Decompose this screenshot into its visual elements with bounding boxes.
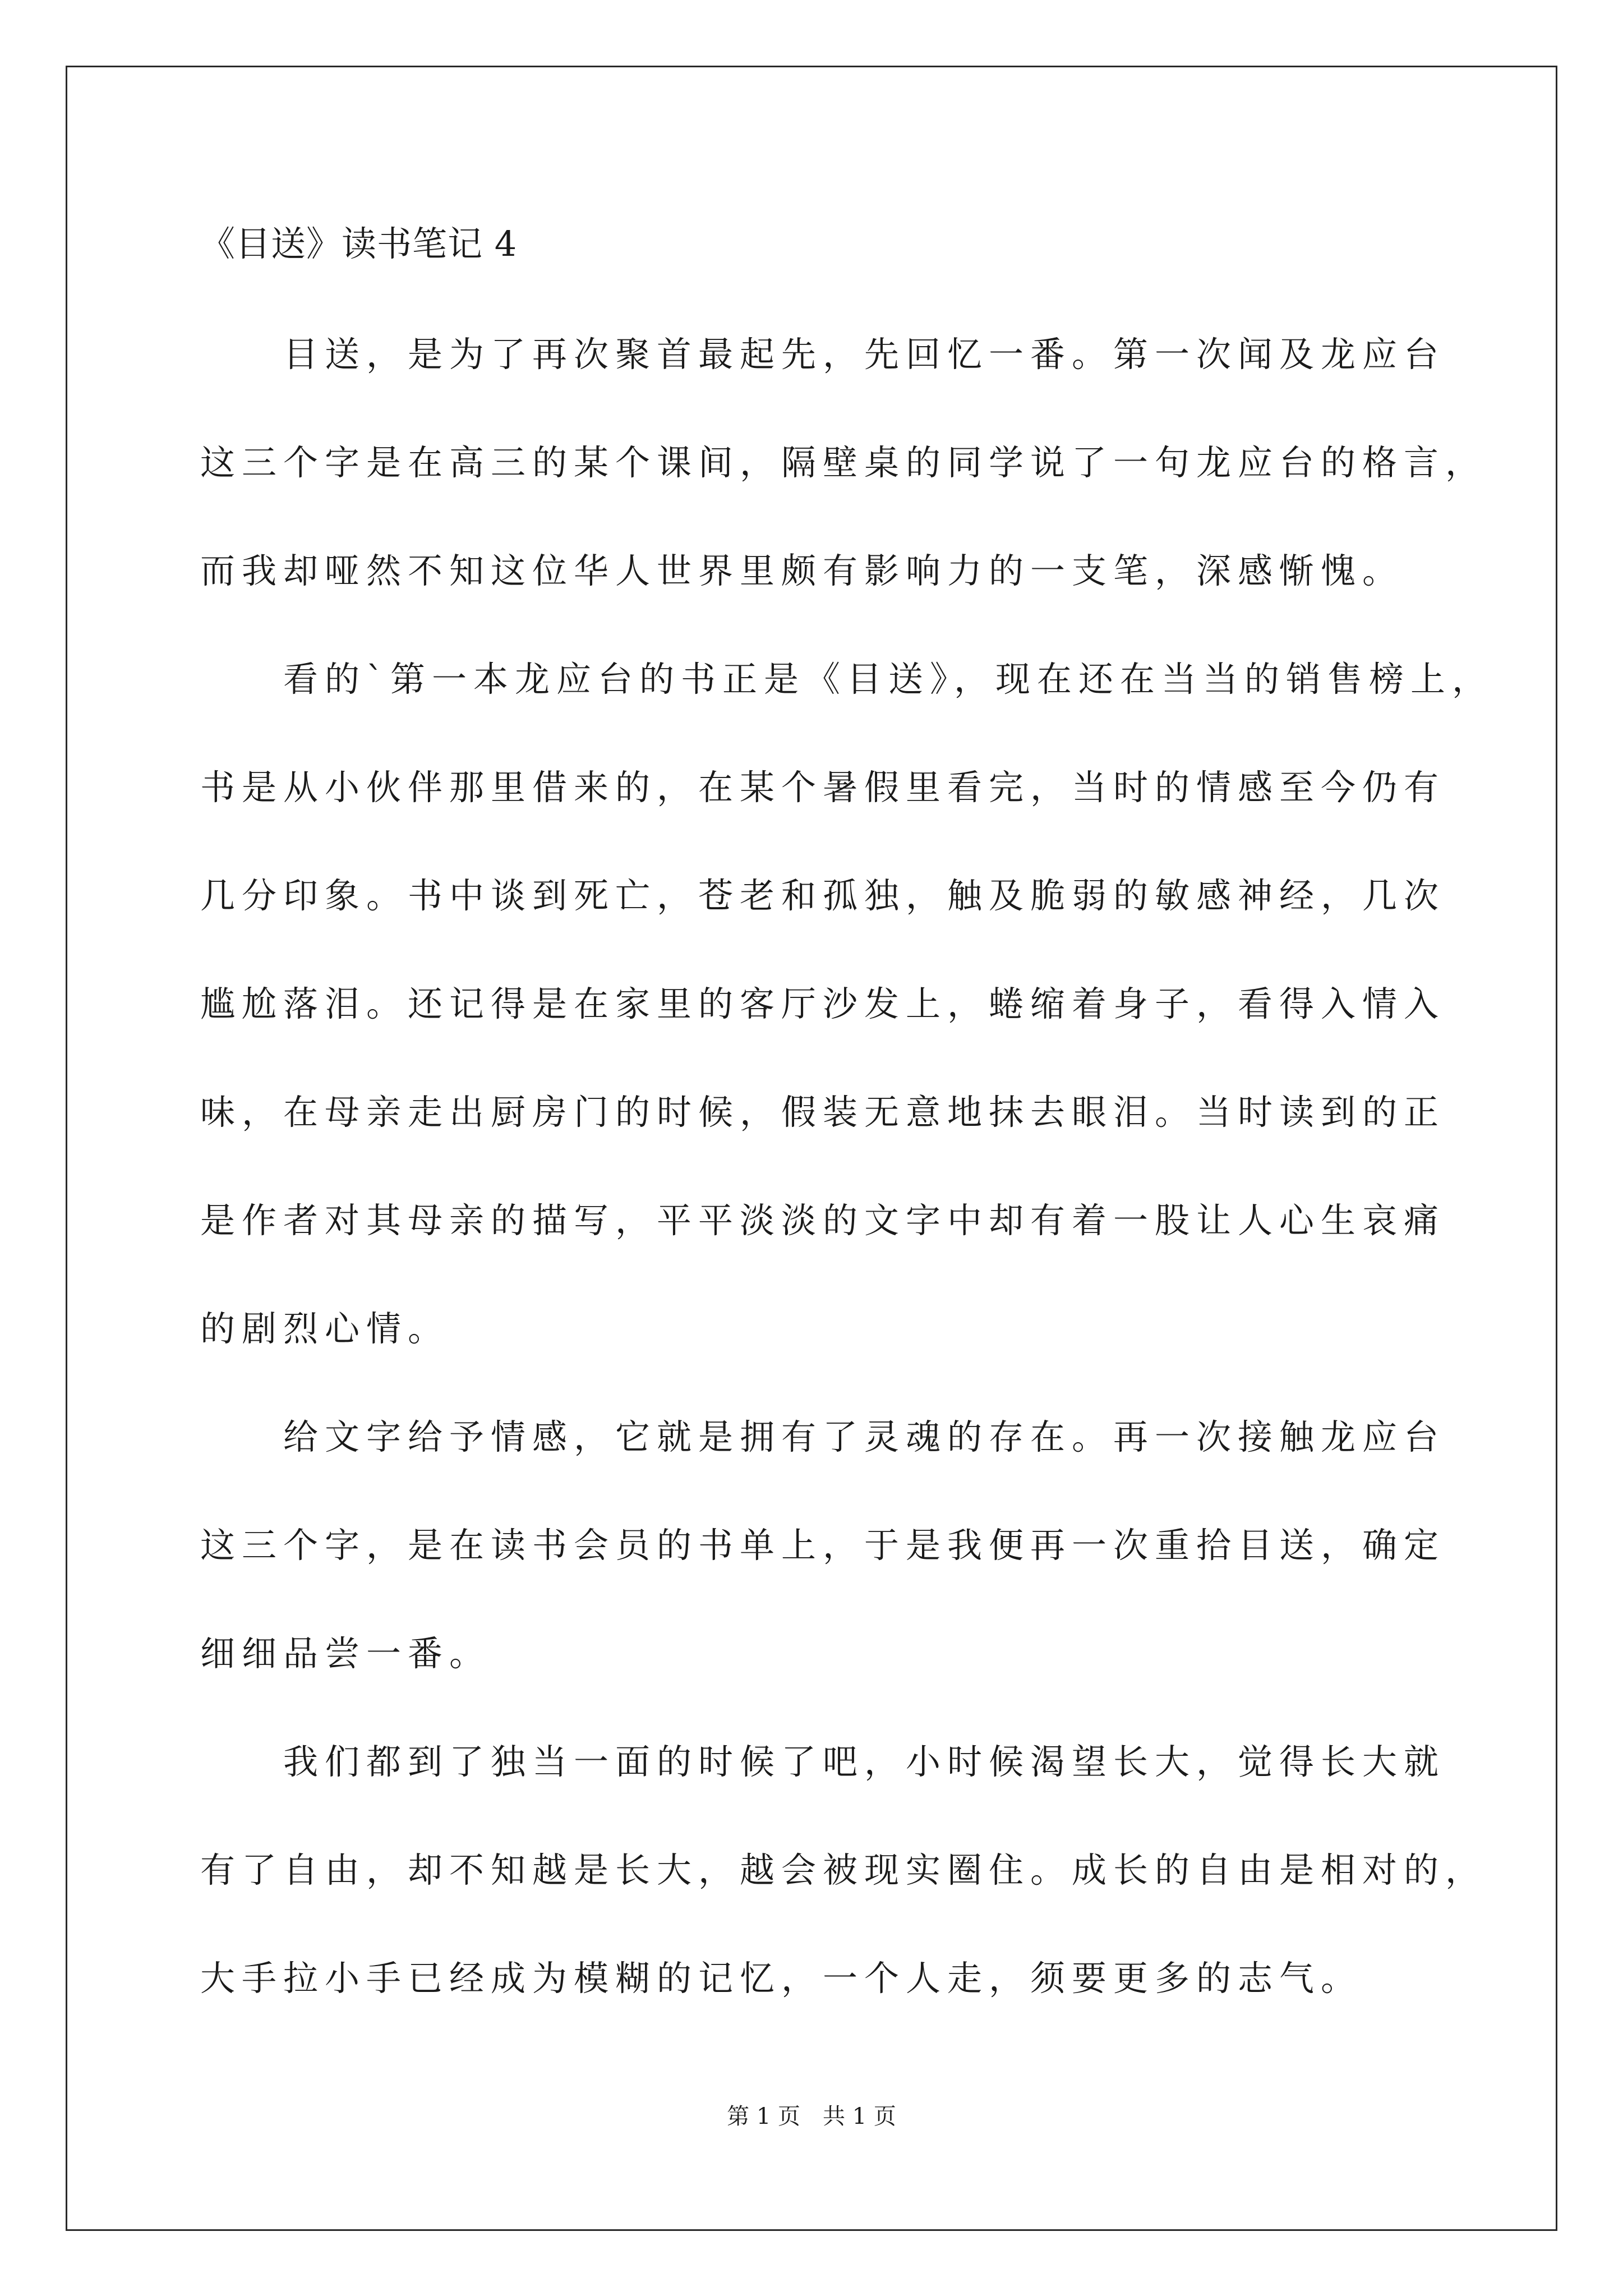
document-title: 《目送》读书笔记 4 [200,223,518,264]
text-line: 有了自由，却不知越是长大，越会被现实圈住。成长的自由是相对的， [200,1849,1487,1890]
text-line: 给文字给予情感，它就是拥有了灵魂的存在。再一次接触龙应台 [200,1416,1446,1457]
text-line: 几分印象。书中谈到死亡，苍老和孤独，触及脆弱的敏感神经，几次 [200,875,1446,916]
page-border [66,66,1557,2231]
text-line: 味，在母亲走出厨房门的时候，假装无意地抹去眼泪。当时读到的正 [200,1092,1446,1133]
text-line: 的剧烈心情。 [200,1308,450,1349]
text-line: 书是从小伙伴那里借来的，在某个暑假里看完，当时的情感至今仍有 [200,767,1446,808]
text-line: 是作者对其母亲的描写，平平淡淡的文字中却有着一股让人心生哀痛 [200,1200,1446,1241]
text-line: 而我却哑然不知这位华人世界里颇有影响力的一支笔，深感惭愧。 [200,550,1404,591]
text-line: 目送，是为了再次聚首最起先，先回忆一番。第一次闻及龙应台 [200,334,1446,375]
text-line: 尴尬落泪。还记得是在家里的客厅沙发上，蜷缩着身子，看得入情入 [200,983,1446,1024]
text-line: 大手拉小手已经成为模糊的记忆，一个人走，须要更多的志气。 [200,1958,1363,1999]
text-line: 我们都到了独当一面的时候了吧，小时候渴望长大，觉得长大就 [200,1741,1446,1782]
text-line: 这三个字，是在读书会员的书单上，于是我便再一次重拾目送，确定 [200,1525,1446,1566]
text-line: 这三个字是在高三的某个课间，隔壁桌的同学说了一句龙应台的格言， [200,442,1487,483]
text-line: 细细品尝一番。 [200,1633,491,1674]
page-footer: 第 1 页 共 1 页 [727,2104,896,2129]
text-line: 看的`第一本龙应台的书正是《目送》，现在还在当当的销售榜上， [200,659,1494,700]
